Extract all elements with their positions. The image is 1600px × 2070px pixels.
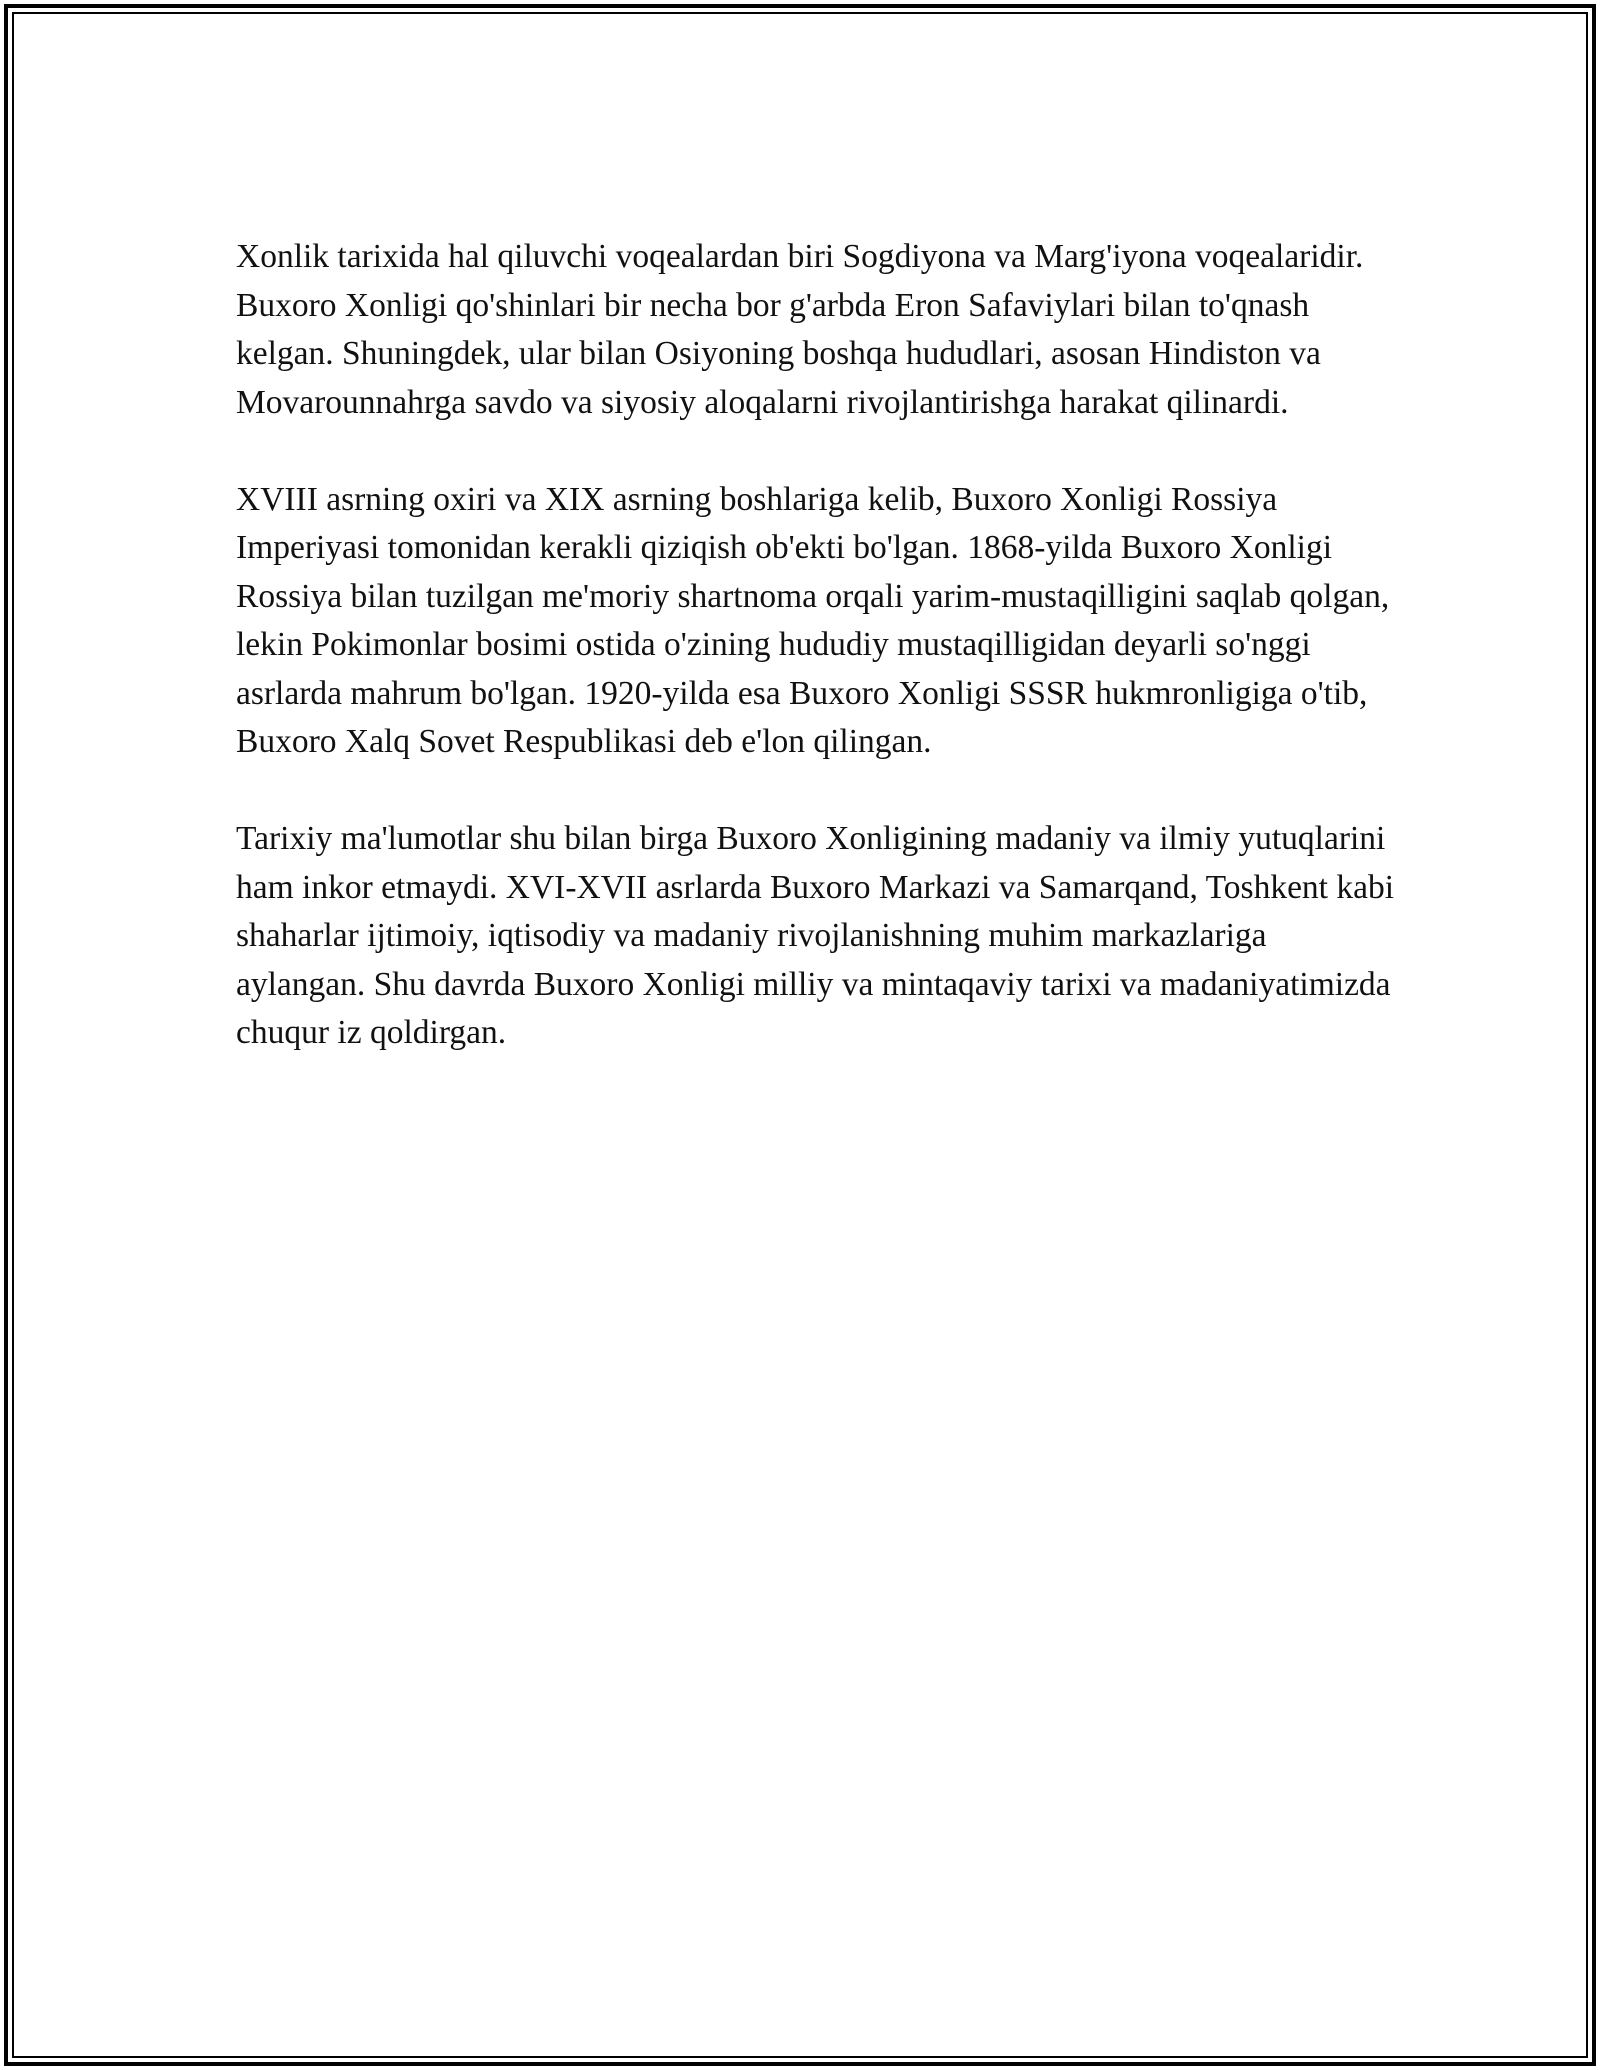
paragraph: Xonlik tarixida hal qiluvchi voqealardan biri Sogdiyona va Marg'iyona voqealaridir. Buxoro Xonligi qo'shinlari bir necha bor g'arbda Eron Safaviylari bilan to'qnash kelgan. Shuningdek, ular bilan Osiyoning boshqa hududlari, asosan Hindiston va Movarounnahrga savdo va siyosiy aloqalarni rivojlantirishga harakat qilinardi. bbox=[236, 238, 1364, 421]
document-body bbox=[236, 233, 1396, 1106]
paragraph: XVIII asrning oxiri va XIX asrning boshlariga kelib, Buxoro Xonligi Rossiya Imperiyasi tomonidan kerakli qiziqish ob'ekti bo'lgan. 1868-yilda Buxoro Xonligi Rossiya bilan tuzilgan me'moriy shartnoma orqali yarim-mustaqilligini saqlab qolgan, lekin Pokimonlar bosimi ostida o'zining hududiy mustaqilligidan deyarli so'nggi asrlarda mahrum bo'lgan. 1920-yilda esa Buxoro Xonligi SSSR hukmronligiga o'tib, Buxoro Xalq Sovet Respublikasi deb e'lon qilingan. bbox=[236, 480, 1390, 760]
paragraph: Tarixiy ma'lumotlar shu bilan birga Buxoro Xonligining madaniy va ilmiy yutuqlarini ham inkor etmaydi. XVI-XVII asrlarda Buxoro Markazi va Samarqand, Toshkent kabi shaharlar ijtimoiy, iqtisodiy va madaniy rivojlanishning muhim markazlariga aylangan. Shu davrda Buxoro Xonligi milliy va mintaqaviy tarixi va madaniyatimizda chuqur iz qoldirgan. bbox=[236, 820, 1395, 1051]
